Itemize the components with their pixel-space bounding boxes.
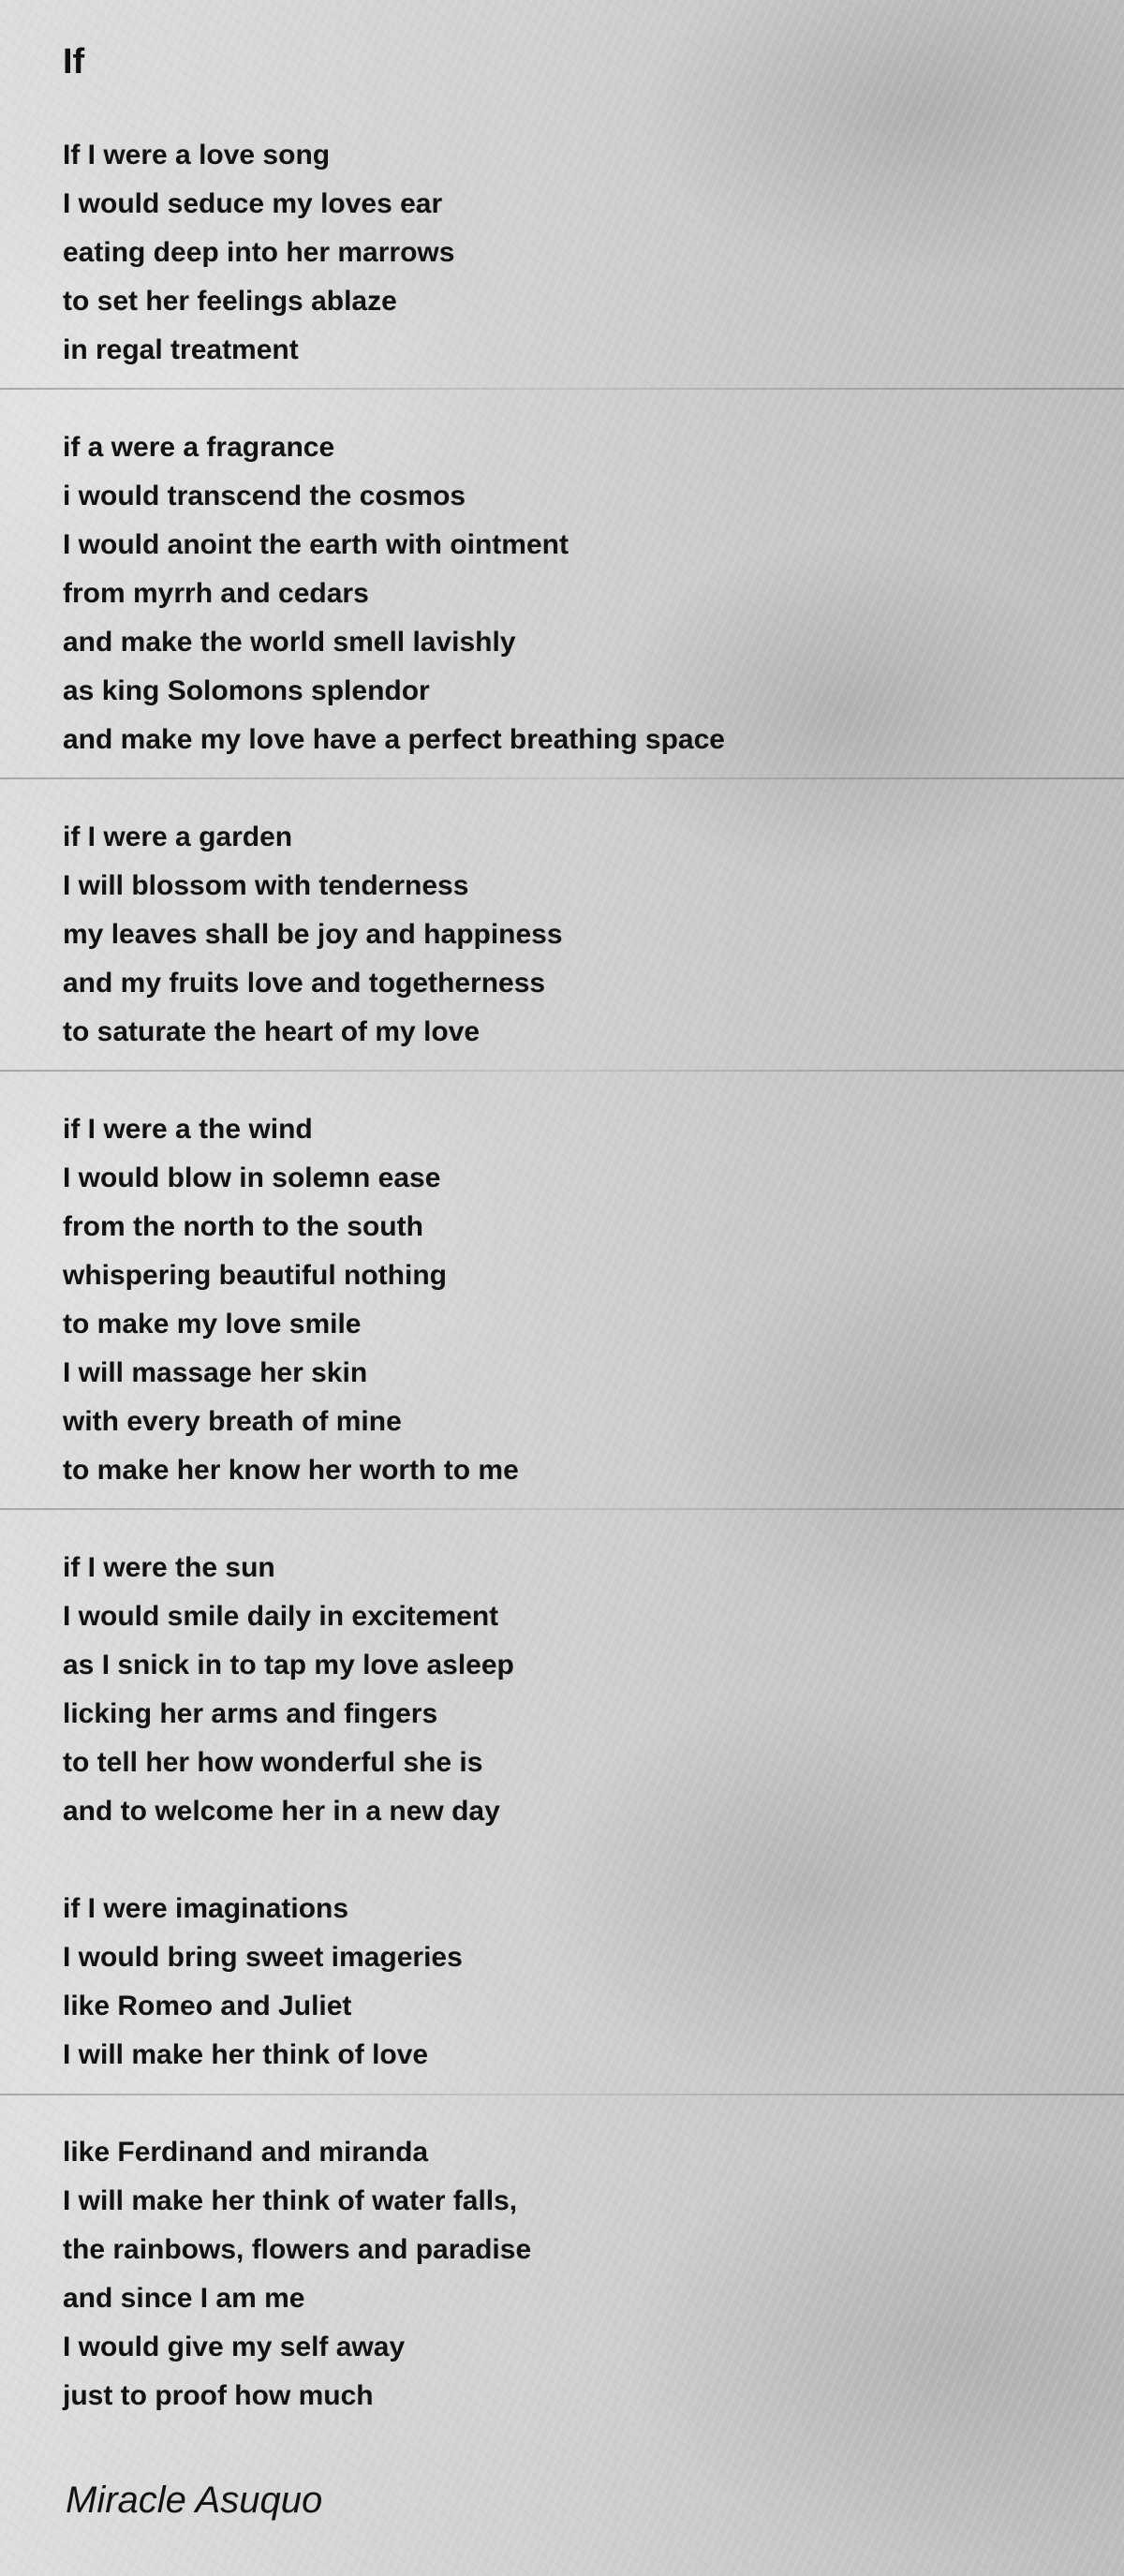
poem-line: I would anoint the earth with ointment bbox=[63, 529, 569, 560]
poem-line: I will make her think of water falls, bbox=[63, 2185, 518, 2216]
poem-line: to saturate the heart of my love bbox=[63, 1016, 481, 1047]
poem-line: the rainbows, flowers and paradise bbox=[63, 2234, 532, 2265]
poem-title: If bbox=[63, 42, 85, 81]
poem-author: Miracle Asuquo bbox=[66, 2480, 323, 2521]
poem-line: like Romeo and Juliet bbox=[63, 1991, 352, 2021]
poem-line: as king Solomons splendor bbox=[63, 675, 430, 706]
stanza-4 bbox=[63, 1105, 1074, 1495]
poem-line: if I were a the wind bbox=[63, 1114, 313, 1145]
poem-line: with every breath of mine bbox=[63, 1406, 402, 1437]
poem-line: as I snick in to tap my love asleep bbox=[63, 1650, 514, 1680]
poem-line: my leaves shall be joy and happiness bbox=[63, 919, 563, 950]
stanza-7 bbox=[63, 2128, 1074, 2421]
stanza-5 bbox=[63, 1544, 1074, 1836]
poem-line: if I were a garden bbox=[63, 822, 293, 852]
stanza-6 bbox=[63, 1885, 1074, 2080]
poem-line: and make the world smell lavishly bbox=[63, 627, 516, 658]
poem-line: I would seduce my loves ear bbox=[63, 188, 443, 219]
poem-line: I would blow in solemn ease bbox=[63, 1162, 441, 1193]
poem-line: just to proof how much bbox=[63, 2380, 374, 2411]
poem-line: I will make her think of love bbox=[63, 2039, 429, 2070]
poem-line: and my fruits love and togetherness bbox=[63, 968, 546, 999]
poem-card bbox=[63, 41, 1074, 2421]
poem-line: if I were the sun bbox=[63, 1552, 275, 1583]
poem-line: to make my love smile bbox=[63, 1309, 362, 1340]
poem-line: to make her know her worth to me bbox=[63, 1455, 519, 1486]
stanza-2 bbox=[63, 423, 1074, 764]
poem-line: to tell her how wonderful she is bbox=[63, 1747, 483, 1778]
poem-line: i would transcend the cosmos bbox=[63, 481, 466, 511]
poem-line: eating deep into her marrows bbox=[63, 237, 455, 268]
poem-line: whispering beautiful nothing bbox=[63, 1260, 447, 1291]
stanza-3 bbox=[63, 813, 1074, 1057]
poem-line: to set her feelings ablaze bbox=[63, 286, 397, 317]
poem-line: like Ferdinand and miranda bbox=[63, 2137, 429, 2168]
poem-line: If I were a love song bbox=[63, 140, 331, 170]
poem-line: if I were imaginations bbox=[63, 1893, 349, 1924]
poem-line: and to welcome her in a new day bbox=[63, 1796, 500, 1827]
poem-line: and make my love have a perfect breathing space bbox=[63, 724, 725, 755]
stanza-1 bbox=[63, 131, 1074, 375]
poem-line: I will massage her skin bbox=[63, 1357, 368, 1388]
poem-line: from the north to the south bbox=[63, 1211, 423, 1242]
poem-line: I would smile daily in excitement bbox=[63, 1601, 499, 1632]
poem-line: if a were a fragrance bbox=[63, 432, 335, 463]
poem-line: in regal treatment bbox=[63, 334, 299, 365]
poem-line: from myrrh and cedars bbox=[63, 578, 369, 609]
poem-line: I would bring sweet imageries bbox=[63, 1942, 463, 1973]
poem-line: I will blossom with tenderness bbox=[63, 870, 469, 901]
poem-line: I would give my self away bbox=[63, 2332, 406, 2362]
poem-line: and since I am me bbox=[63, 2283, 305, 2314]
poem-line: licking her arms and fingers bbox=[63, 1698, 438, 1729]
